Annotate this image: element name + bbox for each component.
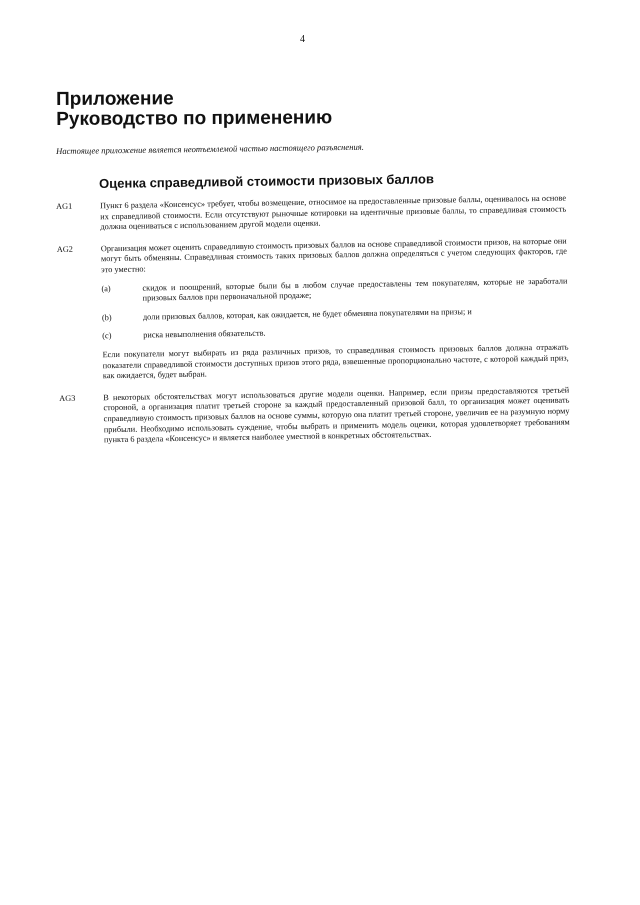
factor-list <box>101 276 568 342</box>
page-title <box>56 88 332 130</box>
paragraph-continuation: Если покупатели могут выбирать из ряда различных призов, то справедливая стоимость призовых баллов должна отражать показатели справедливой стоимости доступных призов этого ряда, взвешенные пропорционально частоте, с которой каждый приз, как ожидается, будет выбран. <box>102 342 569 381</box>
section-heading: Оценка справедливой стоимости призовых баллов <box>99 171 435 191</box>
title-line-1: Приложение <box>55 88 174 110</box>
appendix-note: Настоящее приложение является неотъемлемой частью настоящего разъяснения. <box>56 141 364 156</box>
title-line-2: Руководство по применению <box>56 107 333 130</box>
body-text <box>56 194 570 458</box>
paragraph-label: AG1 <box>56 201 73 211</box>
list-item <box>101 276 567 305</box>
list-item-text: доли призовых баллов, которая, как ожидается, не будет обменяна покупателями на призы; и <box>142 306 472 322</box>
paragraph-ag1 <box>56 194 566 234</box>
paragraph-text: Организация может оценить справедливую стоимость призовых баллов на основе справедливой стоимости призов, на которые они могут быть обменяны. Справедливая стоимость таких призовых баллов должна определяться с учетом следующих факторов, где это уместно: <box>100 236 567 275</box>
list-item <box>102 324 568 342</box>
list-item-text: скидок и поощрений, которые были бы в любом случае предоставлены тем покупателям, которые не заработали призовых баллов при первоначальной продаже; <box>142 276 568 303</box>
paragraph-text: Пункт 6 раздела «Консенсус» требует, чтобы возмещение, относимое на предоставленные призовые баллы, оценивалось на основе их справедливой стоимости. Если отсутствуют рыночные котировки на идентичные призовые баллы, то справедливая стоимость должна оцениваться с использованием другой модели оценки. <box>99 193 567 232</box>
paragraph-text: В некоторых обстоятельствах могут использоваться другие модели оценки. Например, если призы предоставляются третьей стороной, а организация платит третьей стороне за каждый предоставленный призовой балл, то организация может оценивать справедливую стоимость призовых баллов на основе суммы, которую она платит третьей стороне, увеличив ее на разумную норму прибыли. Необходимо использовать суждение, чтобы выбрать и применить модель оценки, которая удовлетворяет требованиям пункта 6 раздела «Консенсус» и является наиболее уместной в конкретных обстоятельствах. <box>103 385 570 445</box>
paragraph-label: AG2 <box>56 244 73 254</box>
paragraph-ag2 <box>57 236 569 382</box>
paragraph-label: AG3 <box>59 393 76 403</box>
list-item-letter: (b) <box>101 312 112 323</box>
list-item <box>102 305 568 323</box>
list-item-letter: (c) <box>102 331 112 341</box>
paragraph-ag3 <box>59 385 570 446</box>
list-item-letter: (a) <box>101 283 111 293</box>
list-item-text: риска невыполнения обязательств. <box>143 328 266 340</box>
page-number: 4 <box>300 34 305 45</box>
